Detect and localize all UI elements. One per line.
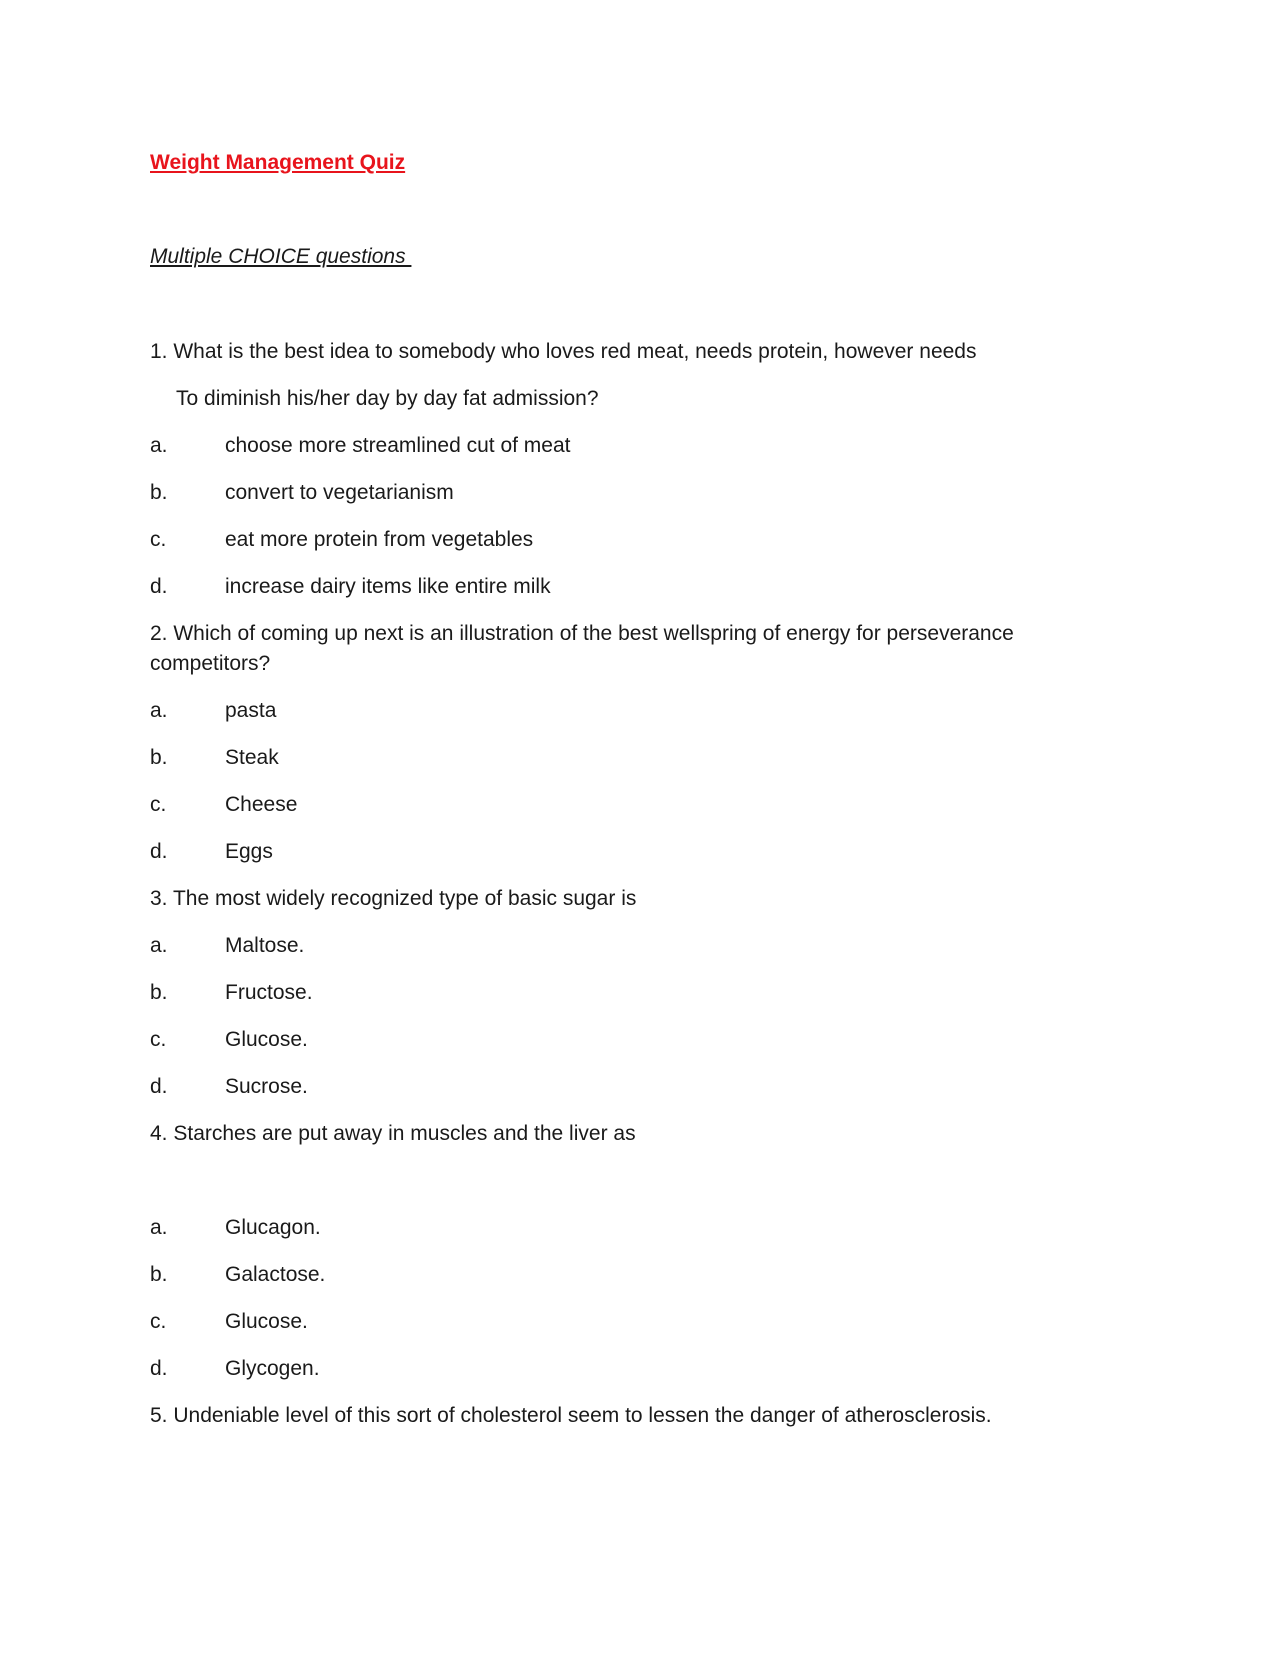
question-4-option-b-letter: b. [150,1263,168,1286]
question-4-text: 4. Starches are put away in muscles and the liver as [150,1122,636,1145]
question-1-option-a: choose more streamlined cut of meat [225,434,571,457]
question-4-option-d-letter: d. [150,1357,168,1380]
question-1-option-b: convert to vegetarianism [225,481,454,504]
question-3-text: 3. The most widely recognized type of basic sugar is [150,887,637,910]
question-1-text: 1. What is the best idea to somebody who loves red meat, needs protein, however needs [150,340,977,363]
question-1-option-d: increase dairy items like entire milk [225,575,551,598]
question-2-option-b: Steak [225,746,279,769]
question-2-text-continued: competitors? [150,652,271,675]
question-4-option-b: Galactose. [225,1263,326,1286]
question-4-option-d: Glycogen. [225,1357,320,1380]
question-3-option-d: Sucrose. [225,1075,308,1098]
question-4-option-c-letter: c. [150,1310,167,1333]
question-3-option-b-letter: b. [150,981,168,1004]
question-3-option-c-letter: c. [150,1028,167,1051]
question-1-text-continued: To diminish his/her day by day fat admission? [176,387,599,410]
question-4-option-c: Glucose. [225,1310,308,1333]
question-5-text: 5. Undeniable level of this sort of cholesterol seem to lessen the danger of atherosclerosis. [150,1404,992,1427]
question-3-option-a: Maltose. [225,934,305,957]
question-3-option-b: Fructose. [225,981,313,1004]
question-4-option-a-letter: a. [150,1216,168,1239]
question-1-option-c: eat more protein from vegetables [225,528,534,551]
question-2-text: 2. Which of coming up next is an illustration of the best wellspring of energy for perseverance [150,622,1014,645]
question-2-option-d: Eggs [225,840,273,863]
question-3-option-c: Glucose. [225,1028,308,1051]
question-2-option-c-letter: c. [150,793,167,816]
page-title: Weight Management Quiz [150,151,406,174]
question-2-option-d-letter: d. [150,840,168,863]
question-3-option-a-letter: a. [150,934,168,957]
question-1-option-c-letter: c. [150,528,167,551]
question-1-option-a-letter: a. [150,434,168,457]
question-3-option-d-letter: d. [150,1075,168,1098]
question-2-option-b-letter: b. [150,746,168,769]
section-subtitle: Multiple CHOICE questions [150,245,412,268]
question-2-option-a-letter: a. [150,699,168,722]
question-2-option-a: pasta [225,699,277,722]
question-1-option-b-letter: b. [150,481,168,504]
question-1-option-d-letter: d. [150,575,168,598]
question-4-option-a: Glucagon. [225,1216,321,1239]
question-2-option-c: Cheese [225,793,298,816]
